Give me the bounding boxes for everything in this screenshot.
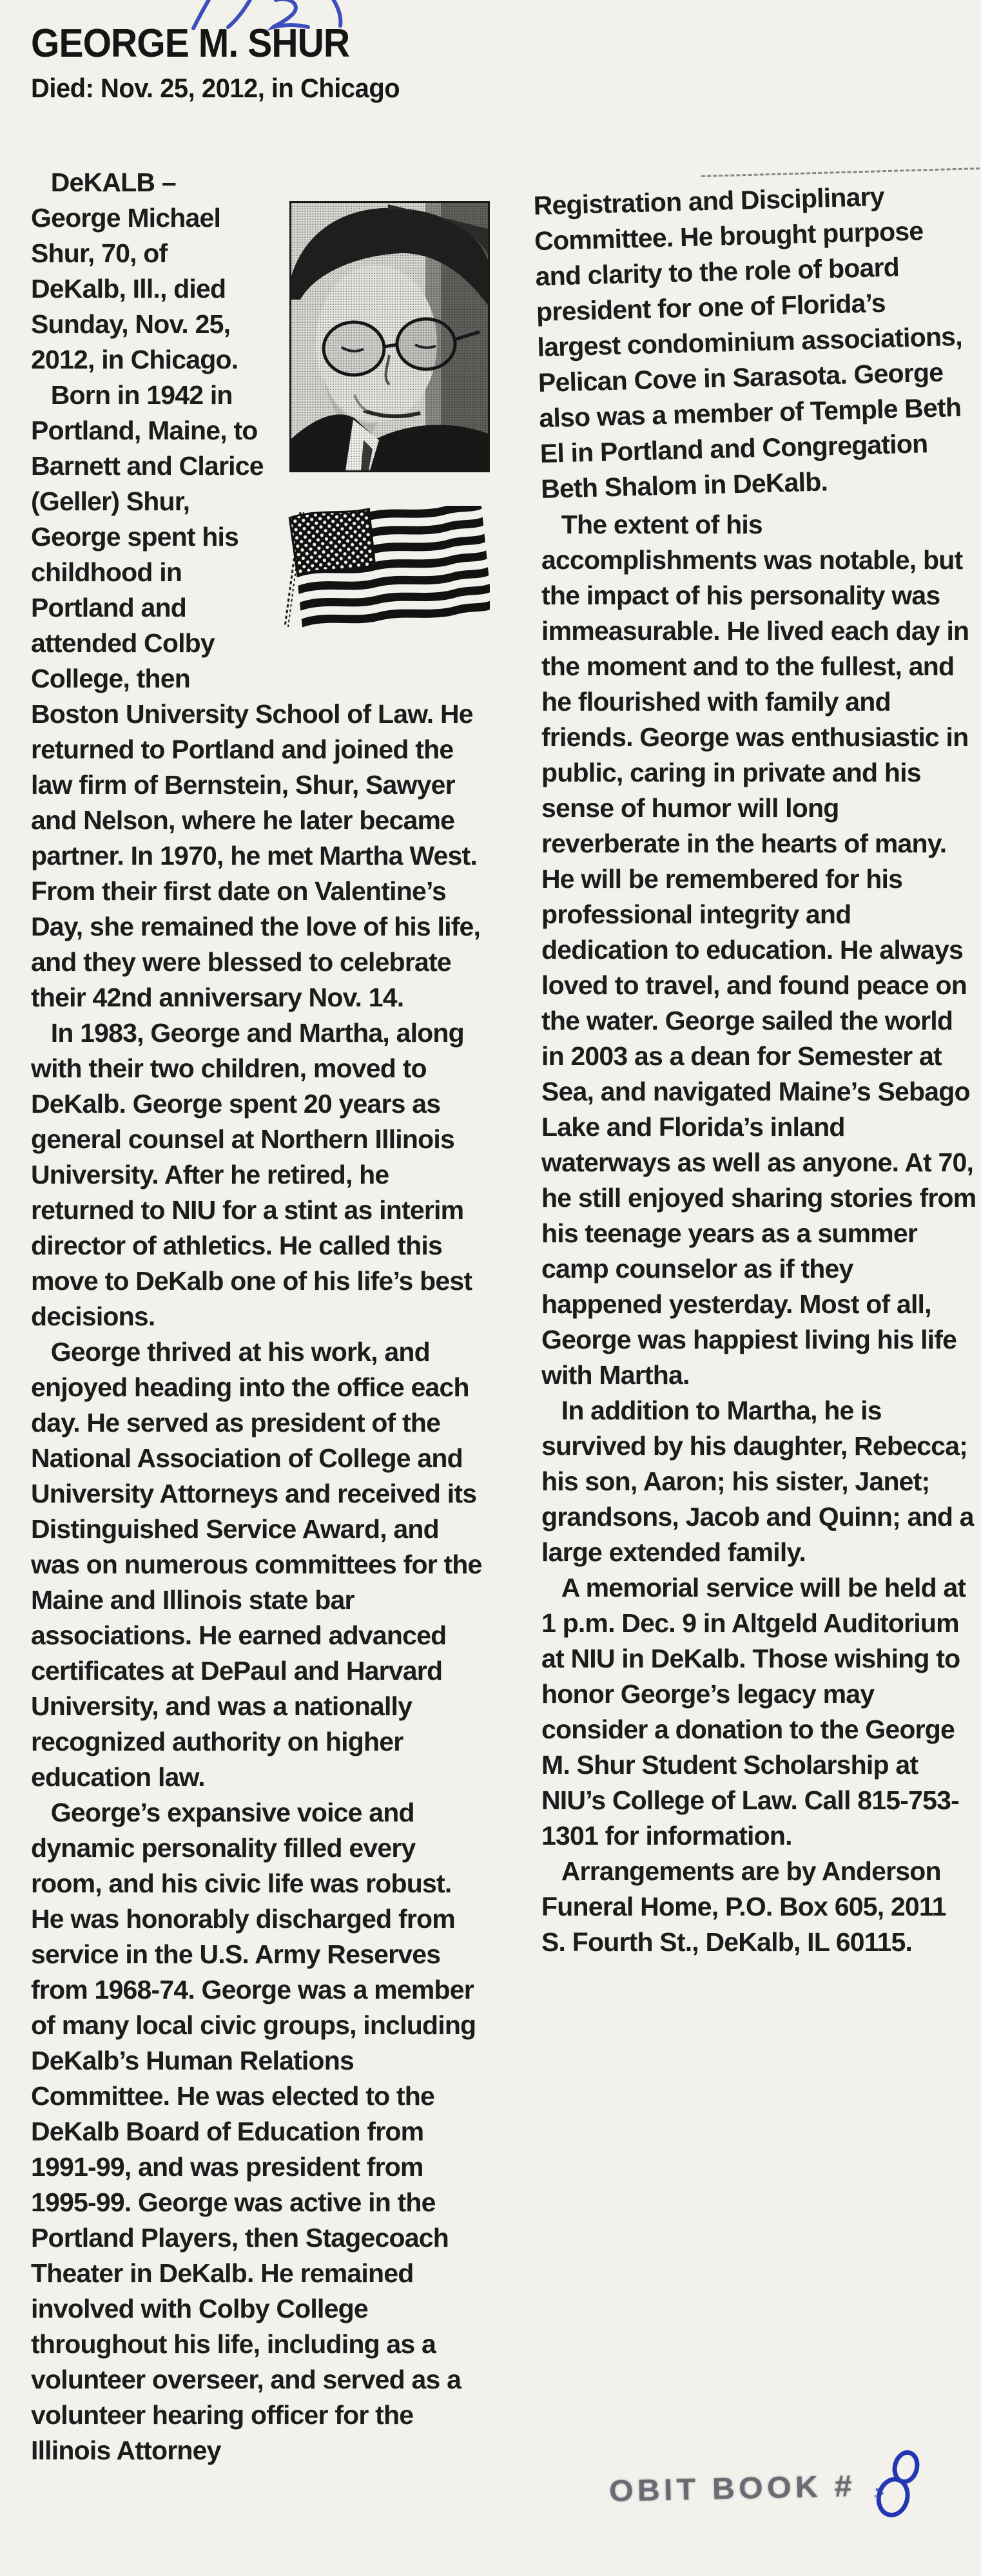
obituary-column-2 [533,165,976,2468]
obituary-paragraph: In addition to Martha, he is survived by his daughter, Rebecca; his son, Aaron; his sister, Janet; grandsons, Jacob and Quinn; and a large extended family. [541,1396,974,1568]
portrait-photo [289,201,490,472]
obituary-paragraph: Arrangements are by Anderson Funeral Home, P.O. Box 605, 2011 S. Fourth St., DeKalb, IL 60115. [541,1856,946,1957]
us-flag-icon [277,506,490,635]
death-date-line [31,73,933,104]
article-columns [31,165,981,2468]
obit-book-stamp-row [608,2468,857,2508]
obituary-paragraph: George’s expansive voice and dynamic personality filled every room, and his civic life was robust. He was honorably discharged from service in the U.S. Army Reserves from 1968-74. George was a member of many local civic groups, including DeKalb’s Human Relations Committee. He was elected to the DeKalb Board of Education from 1991-99, and was president from 1995-99. George was active in the Portland Players, then Stagecoach Theater in DeKalb. He remained involved with Colby College throughout his life, including as a volunteer overseer, and served as a volunteer hearing officer for the Illinois Attorney [31,1798,476,2466]
handwritten-obit-number [872,2442,930,2526]
obituary-paragraph: Registration and Disciplinary Committee. He brought purpose and clarity to the role of board president for one of Florida’s largest condominium associations, Pelican Cove in Sarasota. George also was a member of Temple Beth El in Portland and Congregation Beth Shalom in DeKalb. [533,182,963,505]
died-value: Nov. 25, 2012, in Chicago [93,73,400,104]
obituary-masthead [31,0,981,104]
obituary-paragraph: A memorial service will be held at 1 p.m. Dec. 9 in Altgeld Auditorium at NIU in DeKalb. Those wishing to honor George’s legacy may consider a donation to the George M. Shur Student Scholarship at NIU’s College of Law. Call 815-753-1301 for information. [541,1573,966,1851]
obituary-paragraph: George thrived at his work, and enjoyed heading into the office each day. He served as president of the National Association of College and University Attorneys and received its Distinguished Service Award, and was on numerous committees for the Maine and Illinois state bar associations. He earned advanced certificates at DePaul and Harvard University, and was a nationally recognized authority on higher education law. [31,1337,482,1793]
obit-book-stamp: OBIT BOOK # [608,2468,857,2508]
obituary-paragraph: Born in 1942 in Portland, Maine, to Barnett and Clarice (Geller) Shur, George spent his childhood in Portland and attended Colby College, then Boston University School of Law. He returned to Portland and joined the law firm of Bernstein, Shur, Sawyer and Nelson, where he later became partner. In 1970, he met Martha West. From their first date on Valentine’s Day, she remained the love of his life, and they were blessed to celebrate their 42nd anniversary Nov. 14. [31,380,481,1013]
column-2-text [533,182,976,1960]
obituary-name-headline: GEORGE M. SHUR [31,21,350,66]
media-float [277,201,490,635]
obituary-paragraph: DeKALB – George Michael Shur, 70, of DeKalb, Ill., died Sunday, Nov. 25, 2012, in Chicago. [31,168,238,375]
died-label: Died: [31,73,94,104]
obituary-paragraph: The extent of his accomplishments was notable, but the impact of his personality was immeasurable. He lived each day in the moment and to the fullest, and he flourished with family and friends. George was enthusiastic in public, caring in private and his sense of humor will long reverberate in the hearts of many. He will be remembered for his professional integrity and dedication to education. He always loved to travel, and found peace on the water. George sailed the world in 2003 as a dean for Semester at Sea, and navigated Maine’s Sebago Lake and Florida’s inland waterways as well as anyone. At 70, he still enjoyed sharing stories from his teenage years as a summer camp counselor as if they happened yesterday. Most of all, George was happiest living his life with Martha. [541,510,976,1390]
obituary-column-1 [31,165,490,2468]
obituary-paragraph: In 1983, George and Martha, along with their two children, moved to DeKalb. George spent 20 years as general counsel at Northern Illinois University. After he retired, he returned to NIU for a stint as interim director of athletics. He called this move to DeKalb one of his life’s best decisions. [31,1018,472,1332]
